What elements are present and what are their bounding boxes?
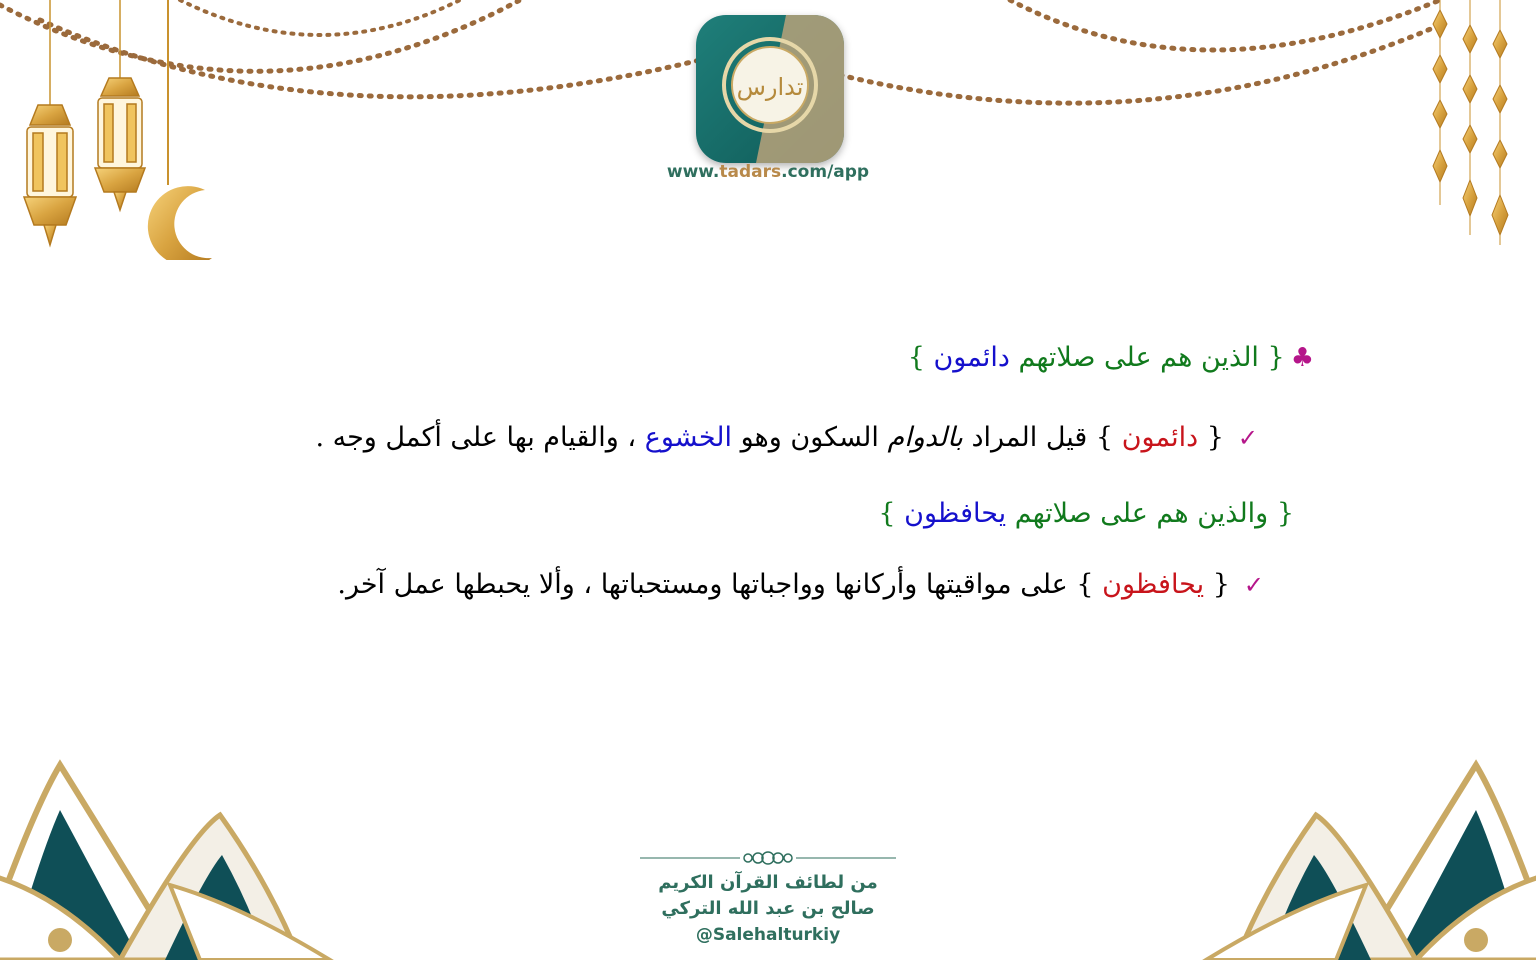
verse-text: الذين هم على صلاتهم (1009, 342, 1259, 373)
verse-keyword: يحافظون (904, 498, 1007, 529)
explanation-text-c: ، والقيام بها على أكمل وجه . (315, 422, 645, 453)
credit-series: من لطائف القرآن الكريم (658, 872, 878, 893)
check-bullet-icon: ✓ (1243, 571, 1264, 599)
verse-keyword: دائمون (933, 342, 1010, 373)
word-close-brace: } (1076, 569, 1103, 600)
word-open-brace: { (1198, 422, 1224, 453)
logo-calligraphy: تدارس (736, 73, 804, 101)
verse-open-brace: { (1258, 342, 1285, 373)
url-brand: tadars (719, 162, 782, 182)
explanation-keyword: الخشوع (644, 422, 733, 453)
verse-text: والذين هم على صلاتهم (1006, 498, 1269, 529)
explained-word: دائمون (1121, 422, 1199, 453)
credit-handle[interactable]: @Salehalturkiy (695, 925, 841, 945)
lantern-icon (24, 0, 76, 245)
floral-corner-left (0, 755, 340, 960)
verse-line-2 (878, 494, 1294, 534)
club-bullet-icon: ♣ (1290, 343, 1314, 373)
word-close-brace: } (1095, 422, 1122, 453)
explanation-text-a: قيل المراد (962, 422, 1096, 453)
explained-word: يحافظون (1102, 569, 1205, 600)
url-suffix: .com/app (781, 162, 870, 182)
crescent-moon-icon (148, 0, 212, 260)
app-logo[interactable] (696, 15, 844, 163)
logo-emblem (696, 15, 844, 163)
explanation-text-a: على مواقيتها وأركانها وواجباتها ومستحباتها ، وألا يحبطها عمل آخر. (337, 569, 1077, 600)
explanation-line-2 (337, 565, 1264, 605)
explanation-line-1 (315, 418, 1258, 458)
credit-author: صالح بن عبد الله التركي (661, 898, 875, 919)
floral-corner-right (1196, 755, 1536, 960)
check-bullet-icon: ✓ (1237, 424, 1258, 452)
verse-close-brace: } (878, 498, 905, 529)
explanation-italic: بالدوام (887, 422, 963, 453)
hanging-diamonds (1433, 0, 1508, 245)
credit-ornament (640, 848, 896, 868)
verse-line-1 (908, 338, 1314, 378)
explanation-text-b: السكون وهو (732, 422, 888, 453)
app-url-link[interactable] (640, 162, 896, 182)
verse-close-brace: } (907, 342, 934, 373)
lantern-icon (95, 0, 145, 210)
author-credit (600, 870, 936, 948)
verse-open-brace: { (1268, 498, 1294, 529)
word-open-brace: { (1204, 569, 1230, 600)
url-prefix: www. (666, 162, 720, 182)
